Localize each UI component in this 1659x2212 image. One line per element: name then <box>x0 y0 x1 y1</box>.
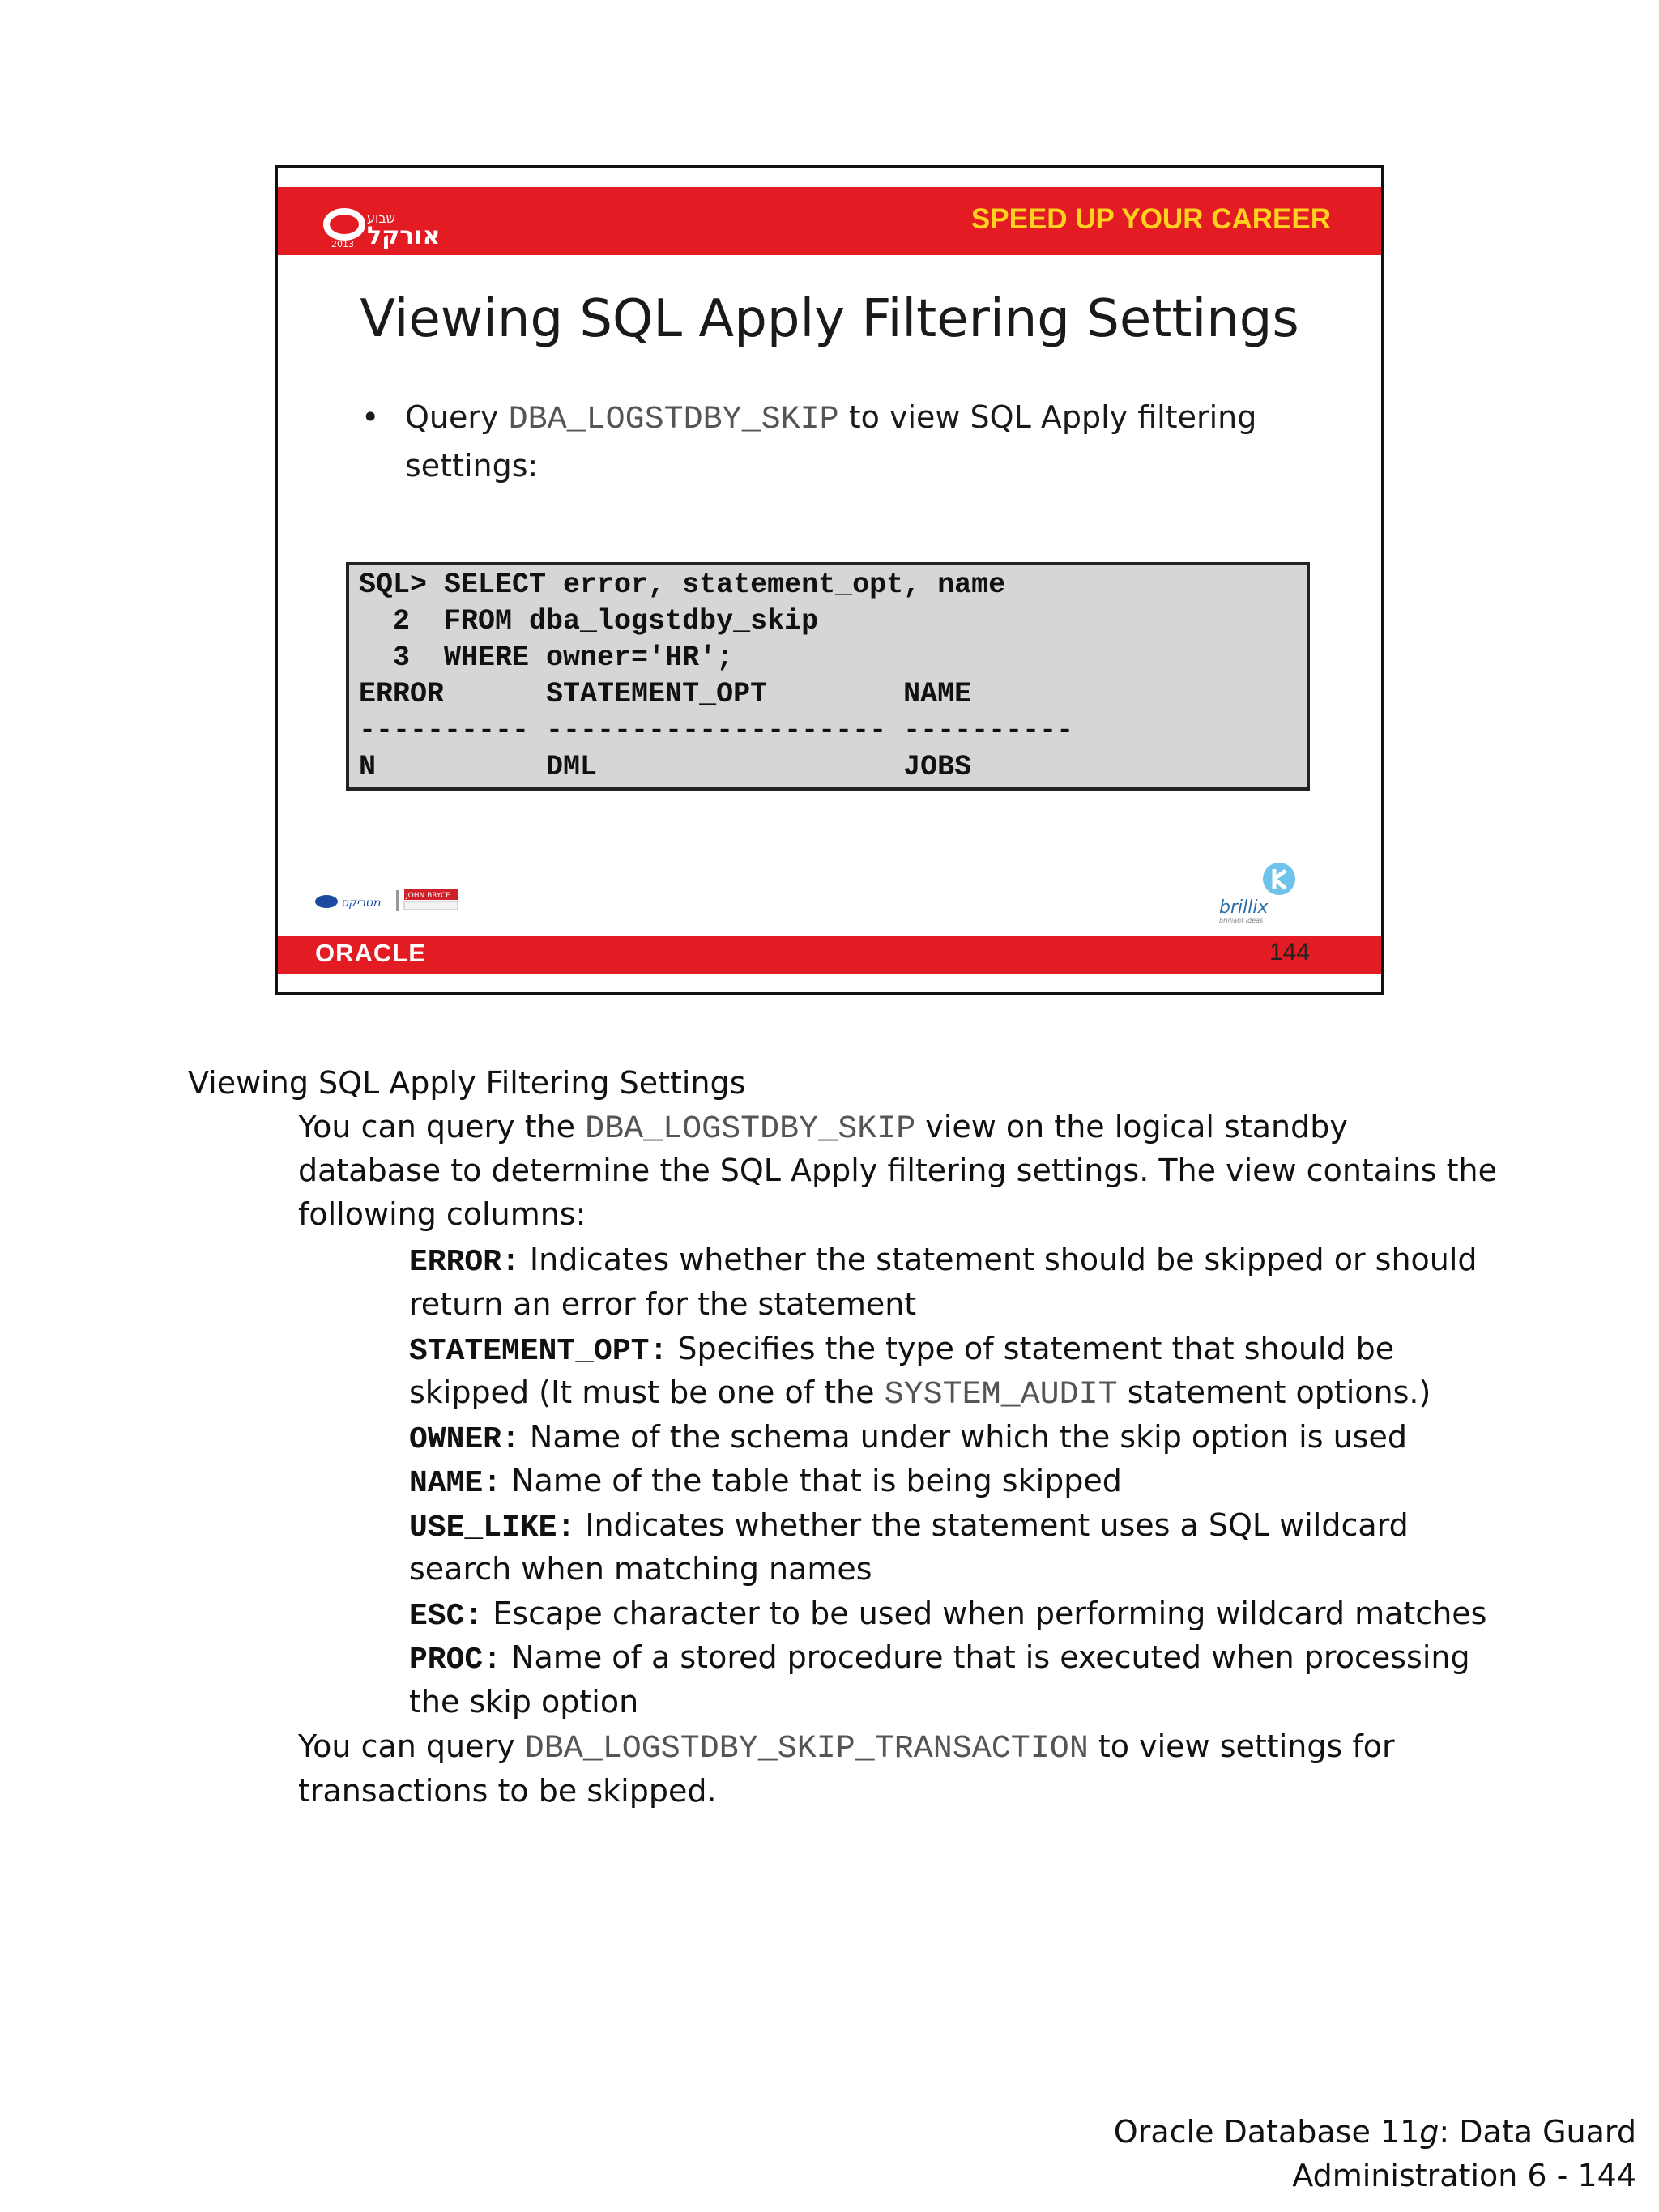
notes-heading: Viewing SQL Apply Filtering Settings <box>188 1065 746 1101</box>
slide-number: 144 <box>1269 939 1310 965</box>
column-name: NAME: Name of the table that is being skipped <box>409 1463 1122 1501</box>
column-owner: OWNER: Name of the schema under which the skip option is used <box>409 1419 1407 1457</box>
brillix-logo <box>1218 861 1307 926</box>
slide-bullet <box>363 394 1286 488</box>
bullet-dot: • <box>361 399 380 435</box>
brillix-tagline: brilliant ideas <box>1219 917 1264 924</box>
code-line: N DML JOBS <box>359 751 972 783</box>
notes-outro-line-2: transactions to be skipped. <box>298 1773 717 1809</box>
oracle-logo: ORACLE <box>315 939 426 967</box>
column-use-like-cont: search when matching names <box>409 1551 872 1587</box>
notes-intro-line-1: You can query the DBA_LOGSTDBY_SKIP view on the logical standby <box>298 1109 1348 1148</box>
code-line: 2 FROM dba_logstdby_skip <box>359 605 819 637</box>
sql-code-box <box>346 562 1310 791</box>
notes-outro-line-1: You can query DBA_LOGSTDBY_SKIP_TRANSACTION to view settings for <box>298 1728 1395 1767</box>
brillix-text: brillix <box>1219 897 1269 918</box>
column-statement-opt-cont: skipped (It must be one of the SYSTEM_AUDIT statement options.) <box>409 1375 1431 1413</box>
slogan: SPEED UP YOUR CAREER <box>970 203 1331 235</box>
column-esc: ESC: Escape character to be used when performing wildcard matches <box>409 1596 1487 1634</box>
partner-logo-text: JOHN BRYCE <box>406 892 450 900</box>
orakel-week-logo <box>320 203 450 252</box>
page-footer-number: Administration 6 - 144 <box>1292 2158 1636 2193</box>
slide-image <box>275 165 1384 995</box>
slide-footer-band <box>278 936 1381 974</box>
logo-subtext: שבוע <box>367 211 395 226</box>
column-statement-opt: STATEMENT_OPT: Specifies the type of statement that should be <box>409 1331 1395 1369</box>
bullet-line-2: settings: <box>405 448 539 484</box>
column-use-like: USE_LIKE: Indicates whether the statement uses a SQL wildcard <box>409 1507 1409 1545</box>
logo-text: אורקל <box>367 222 441 250</box>
column-proc: PROC: Name of a stored procedure that is executed when processing <box>409 1639 1470 1677</box>
code-line: SQL> SELECT error, statement_opt, name <box>359 569 1006 601</box>
svg-text:מטריקס: מטריקס <box>341 897 381 910</box>
code-line: ERROR STATEMENT_OPT NAME <box>359 678 972 710</box>
notes-intro-line-2: database to determine the SQL Apply filtering settings. The view contains the <box>298 1153 1497 1188</box>
code-line: ---------- -------------------- ---------- <box>359 714 1074 747</box>
column-proc-cont: the skip option <box>409 1684 639 1720</box>
column-error: ERROR: Indicates whether the statement should be skipped or should <box>409 1242 1478 1280</box>
page-footer-title: Oracle Database 11g: Data Guard <box>1113 2114 1636 2150</box>
partner-logos <box>313 884 459 916</box>
slide-title: Viewing SQL Apply Filtering Settings <box>360 289 1299 349</box>
notes-intro-line-3: following columns: <box>298 1196 586 1232</box>
code-line: 3 WHERE owner='HR'; <box>359 641 734 674</box>
logo-year: 2013 <box>331 239 354 249</box>
bullet-line-1: Query DBA_LOGSTDBY_SKIP to view SQL Apply filtering <box>405 399 1257 438</box>
slide-header-band <box>278 187 1381 255</box>
column-error-cont: return an error for the statement <box>409 1286 917 1322</box>
